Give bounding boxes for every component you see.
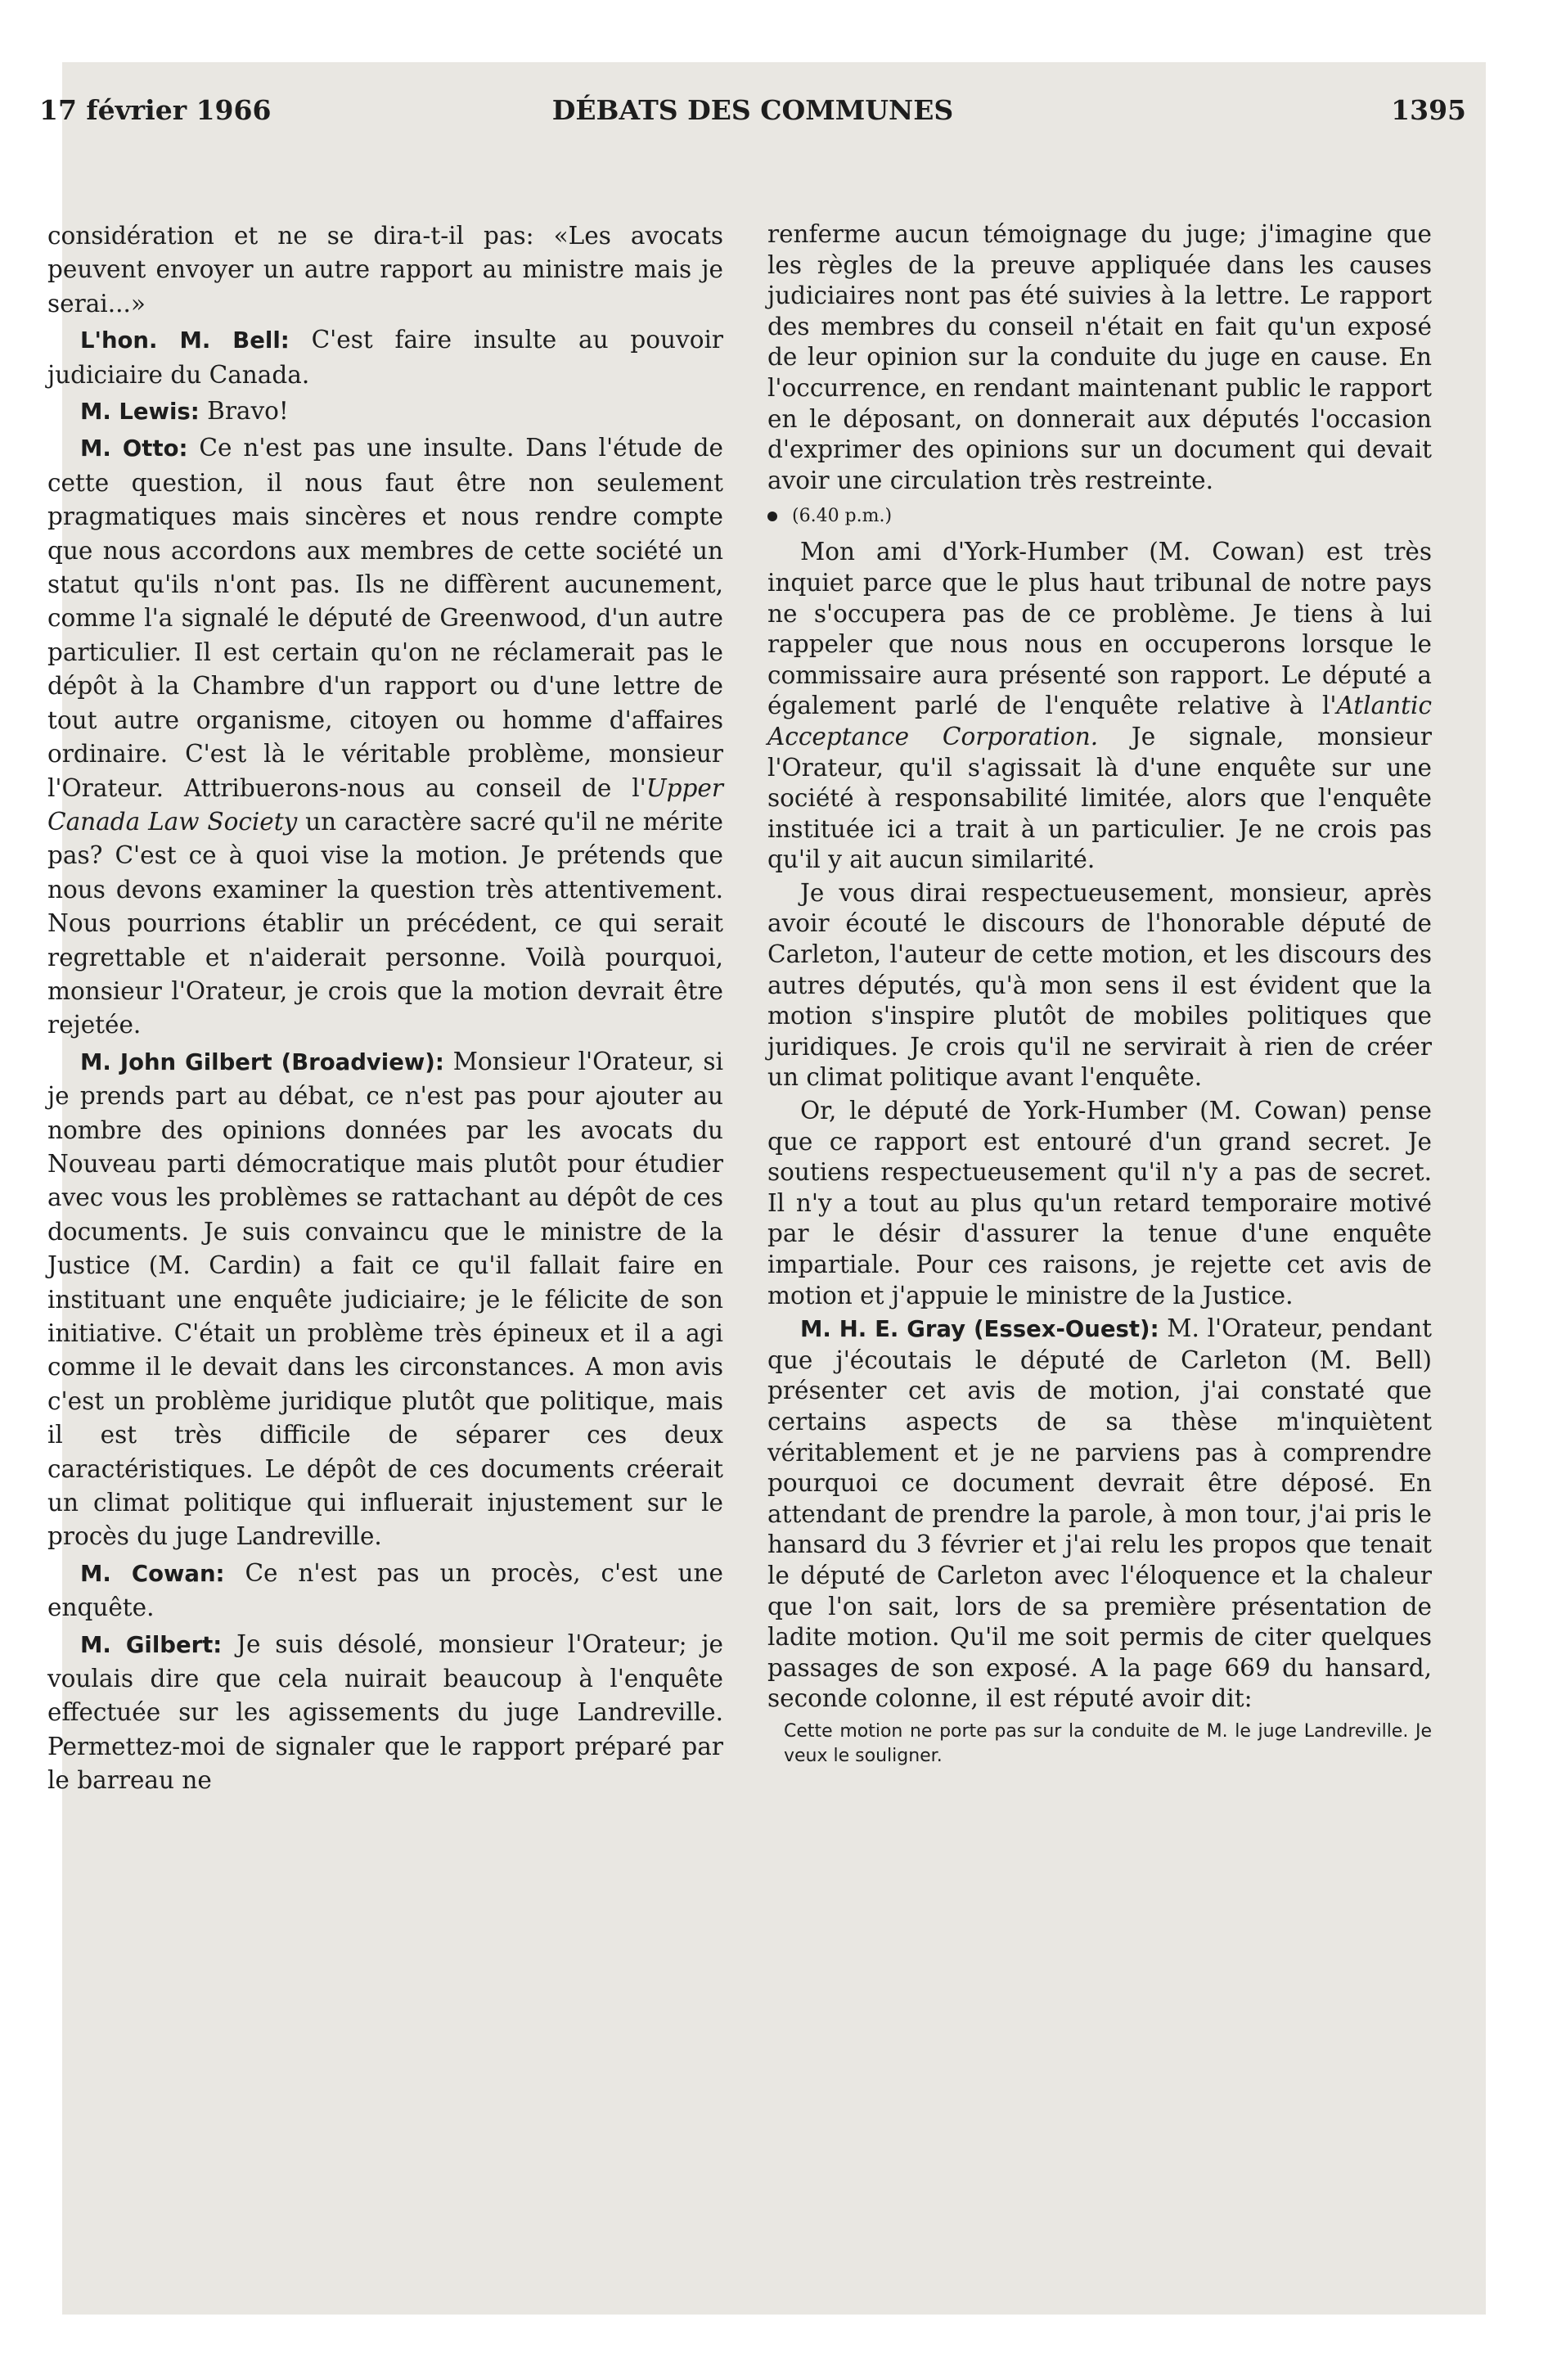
paragraph: Je vous dirai respectueusement, monsieur, après avoir écouté le discours de l'honorable député de Carleton, l'auteur de cette motion, et les discours des autres députés, qu'à mon sens il est évident que la motion s'inspire plutôt de mobiles politiques que juridiques. Je crois qu'il ne servirait à rien de créer un climat politique avant l'enquête. bbox=[767, 878, 1432, 1092]
block-quote: Cette motion ne porte pas sur la conduite de M. le juge Landreville. Je veux le souligner. bbox=[784, 1720, 1432, 1766]
speaker-name: M. Otto: bbox=[80, 435, 188, 462]
paragraph: M. John Gilbert (Broadview): Monsieur l'Orateur, si je prends part au débat, ce n'est pas pour ajouter au nombre des opinions données par les avocats du Nouveau parti démocratique mais plutôt pour étudier avec vous les problèmes se rattachant au dépôt de ces documents. Je suis convaincu que le ministre de la Justice (M. Cardin) a fait ce qu'il fallait faire en instituant une enquête judiciaire; je le félicite de son initiative. C'était un problème très épineux et il a agi comme il le devait dans les circonstances. A mon avis c'est un problème juridique plutôt que politique, mais il est très difficile de séparer ces deux caractéristiques. Le dépôt de ces documents créerait un climat politique qui influerait injustement sur le procès du juge Landreville. bbox=[47, 1047, 723, 1551]
speaker-name: M. Gilbert: bbox=[80, 1631, 223, 1658]
speaker-name: M. Lewis: bbox=[80, 399, 200, 426]
paragraph: L'hon. M. Bell: C'est faire insulte au pouvoir judiciaire du Canada. bbox=[47, 326, 723, 389]
speaker-name: L'hon. M. Bell: bbox=[80, 327, 290, 354]
paragraph: Or, le député de York-Humber (M. Cowan) pense que ce rapport est entouré d'un grand secret. Je soutiens respectueusement qu'il n'y a pas de secret. Il n'y a tout au plus qu'un retard temporaire motivé par le désir d'assurer la tenue d'une enquête impartiale. Pour ces raisons, je rejette cet avis de motion et j'appuie le ministre de la Justice. bbox=[767, 1097, 1432, 1309]
italic-name: Atlantic Acceptance Corporation. bbox=[767, 692, 1432, 751]
page-header bbox=[39, 94, 1466, 143]
italic-name: Upper Canada Law Society bbox=[47, 773, 723, 836]
paragraph: M. Otto: Ce n'est pas une insulte. Dans l'étude de cette question, il nous faut être non seulement pragmatiques mais sincères et nous rendre compte que nous accordons aux membres de cette société un statut qu'ils n'ont pas. Ils ne diffèrent aucunement, comme l'a signalé le député de Greenwood, d'un autre particulier. Il est certain qu'on ne réclamerait pas le dépôt à la Chambre d'un rapport ou d'une lettre de tout autre organisme, citoyen ou homme d'affaires ordinaire. C'est là le véritable problème, monsieur l'Orateur. Attribuerons-nous au conseil de l'Upper Canada Law Society un caractère sacré qu'il ne mérite pas? C'est ce à quoi vise la motion. Je prétends que nous devons examiner la question très attentivement. Nous pourrions établir un précédent, ce qui serait regrettable et n'aiderait personne. Voilà pourquoi, monsieur l'Orateur, je crois que la motion devrait être rejetée. bbox=[47, 434, 723, 1039]
paragraph: Mon ami d'York-Humber (M. Cowan) est très inquiet parce que le plus haut tribunal de notre pays ne s'occupera pas de ce problème. Je tiens à lui rappeler que nous nous en occuperons lorsque le commissaire aura présenté son rapport. Le député a également parlé de l'enquête relative à l'Atlantic Acceptance Corporation. Je signale, monsieur l'Orateur, qu'il s'agissait là d'une enquête sur une société à responsabilité limitée, alors que l'enquête instituée ici a trait à un particulier. Je ne crois pas qu'il y ait aucun similarité. bbox=[767, 538, 1432, 874]
page-date: 17 février 1966 bbox=[39, 94, 272, 126]
page-number: 1395 bbox=[1391, 94, 1466, 126]
right-column bbox=[767, 219, 1432, 1769]
speaker-name: M. Cowan: bbox=[80, 1560, 225, 1587]
speaker-name: M. H. E. Gray (Essex-Ouest): bbox=[800, 1316, 1159, 1343]
paragraph: M. Cowan: Ce n'est pas un procès, c'est une enquête. bbox=[47, 1558, 723, 1622]
paragraph: M. H. E. Gray (Essex-Ouest): M. l'Orateur, pendant que j'écoutais le député de Carleton (M. Bell) présenter cet avis de motion, j'ai constaté que certains aspects de sa thèse m'inquiètent véritablement et je ne parviens pas à comprendre pourquoi ce document devrait être déposé. En attendant de prendre la parole, à mon tour, j'ai pris le hansard du 3 février et j'ai relu les propos que tenait le député de Carleton avec l'éloquence et la chaleur que l'on sait, lors de sa première présentation de ladite motion. Qu'il me soit permis de citer quelques passages de son exposé. A la page 669 du hansard, seconde colonne, il est réputé avoir dit: bbox=[767, 1314, 1432, 1713]
paragraph: renferme aucun témoignage du juge; j'imagine que les règles de la preuve appliquée dans les causes judiciaires nont pas été suivies à la lettre. Le rapport des membres du conseil n'était en fait qu'un exposé de leur opinion sur la conduite du juge en cause. En l'occurrence, en rendant maintenant public le rapport en le déposant, on donnerait aux députés l'occasion d'exprimer des opinions sur un document qui devait avoir une circulation très restreinte. bbox=[767, 220, 1432, 494]
time-marker: (6.40 p.m.) bbox=[767, 504, 1432, 529]
page-title: DÉBATS DES COMMUNES bbox=[551, 94, 954, 126]
paragraph: considération et ne se dira-t-il pas: «Les avocats peuvent envoyer un autre rapport au ministre mais je serai...» bbox=[47, 222, 723, 318]
speaker-name: M. John Gilbert (Broadview): bbox=[80, 1048, 444, 1075]
left-column bbox=[47, 219, 723, 1798]
paragraph: M. Gilbert: Je suis désolé, monsieur l'Orateur; je voulais dire que cela nuirait beaucoup à l'enquête effectuée sur les agissements du juge Landreville. Permettez-moi de signaler que le rapport préparé par le barreau ne bbox=[47, 1629, 724, 1795]
paragraph: M. Lewis: Bravo! bbox=[80, 397, 289, 426]
bullet-icon bbox=[767, 512, 777, 521]
